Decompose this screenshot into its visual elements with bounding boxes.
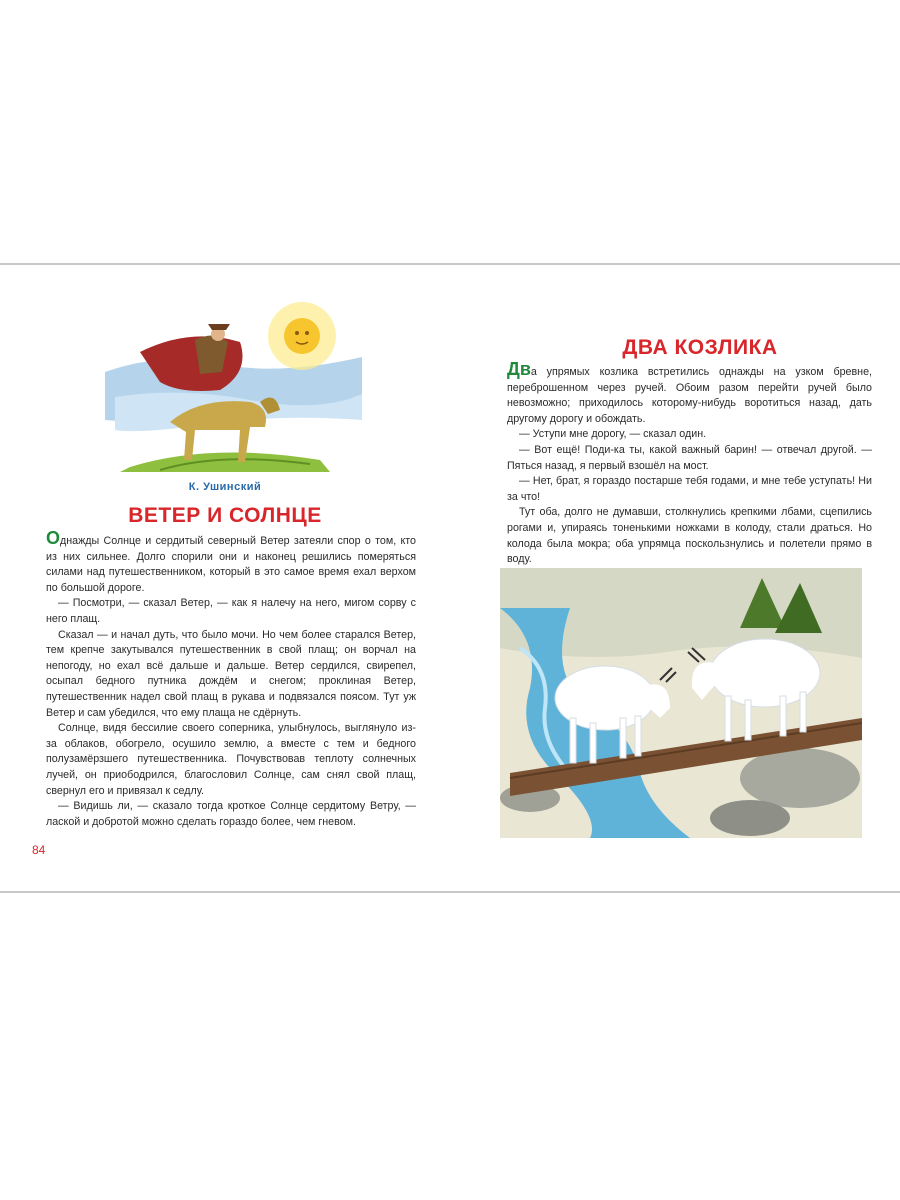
paragraph: — Видишь ли, — сказало тогда кроткое Солнце сердитому Ветру, — лаской и добротой можно сделать гораздо более, чем гневом. bbox=[46, 800, 416, 828]
paragraph: — Вот ещё! Поди-ка ты, какой важный барин! — отвечал другой. — Пяться назад, я первый взошёл на мост. bbox=[507, 443, 872, 472]
paragraph: Солнце, видя бессилие своего соперника, улыбнулось, выглянуло из-за облаков, обогрело, осушило землю, а вместе с тем и бедного полузамёрзшего путешественника. Почувствовав теплоту солнечных лучей, он приободрился, благословил Солнце, сам снял свой плащ, свернул его и привязал к седлу. bbox=[46, 722, 416, 797]
story-title-kozlika: ДВА КОЗЛИКА bbox=[622, 336, 778, 359]
top-divider bbox=[0, 263, 900, 265]
drop-cap: Дв bbox=[507, 359, 531, 379]
story-title-veter: ВЕТЕР И СОЛНЦЕ bbox=[128, 504, 322, 527]
goats-illustration bbox=[500, 568, 862, 838]
paragraph: Однажды Солнце и сердитый северный Ветер затеяли спор о том, кто из них сильнее. Долго спорили они и наконец решились померяться силами над путешественником, который в это самое время ехал верхом по большой дороге. bbox=[46, 528, 416, 594]
paragraph: Тут оба, долго не думавши, столкнулись крепкими лбами, сцепились рогами и, упираясь тоненькими ножками в колоду, стали драться. Но колода была мокра; оба упрямца поскользнулись и полетели прямо в воду. bbox=[507, 506, 872, 566]
drop-cap: О bbox=[46, 528, 61, 548]
bottom-divider bbox=[0, 891, 900, 893]
story-text-veter bbox=[46, 528, 416, 830]
paragraph: Сказал — и начал дуть, что было мочи. Но чем более старался Ветер, тем крепче закутывался путешественник в свой плащ; он ворчал на непогоду, но ехал всё дальше и дальше. Ветер сердился, свирепел, осыпал бедного путника дождём и снегом; проклиная Ветер, путешественник надел свой плащ в рукава и подвязался поясом. Тут уж Ветер и сам убедился, что ему плаща не сдёрнуть. bbox=[46, 628, 416, 719]
page-number: 84 bbox=[32, 843, 46, 857]
paragraph: Два упрямых козлика встретились однажды на узком бревне, переброшенном через ручей. Обоим разом перейти ручей было невозможно; приходилось которому-нибудь воротиться назад, дать другому дорогу и обождать. bbox=[507, 359, 872, 425]
author-name: К. Ушинский bbox=[188, 481, 262, 493]
left-page bbox=[0, 266, 450, 888]
right-page bbox=[450, 266, 900, 888]
rider-sun-illustration bbox=[100, 302, 362, 472]
paragraph: — Уступи мне дорогу, — сказал один. bbox=[519, 428, 707, 441]
paragraph: — Посмотри, — сказал Ветер, — как я налечу на него, мигом сорву с него плащ. bbox=[46, 597, 416, 625]
paragraph: — Нет, брат, я гораздо постарше тебя годами, и мне тебе уступать! Ни за что! bbox=[507, 475, 872, 503]
story-text-kozlika bbox=[507, 359, 872, 568]
